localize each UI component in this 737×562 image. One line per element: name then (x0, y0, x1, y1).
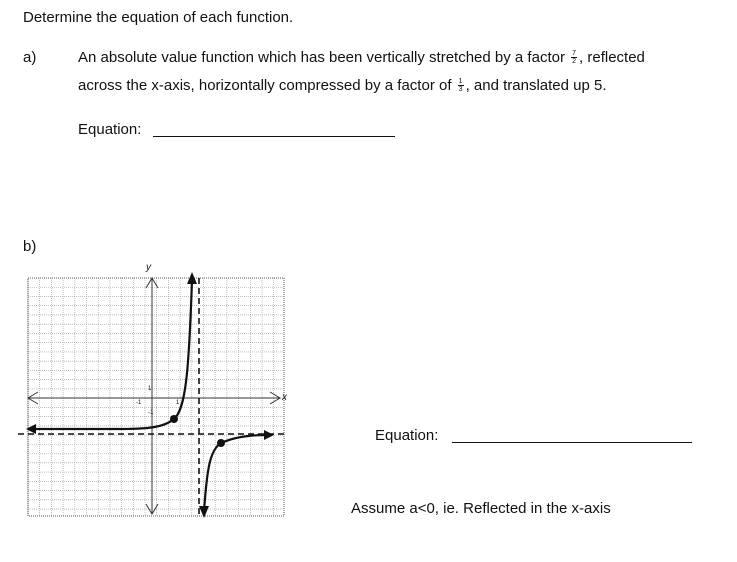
part-b-answer-line[interactable] (452, 442, 692, 443)
stretch-denominator: 2 (572, 57, 577, 65)
part-a-label: a) (23, 49, 37, 66)
part-b-note: Assume a<0, ie. Reflected in the x-axis (351, 500, 611, 517)
part-a-line-1-text: An absolute value function which has been vertically stretched by a factor (78, 49, 565, 66)
point-right-branch (217, 439, 225, 447)
tick-label-x-neg1: -1 (136, 400, 142, 406)
stretch-factor-fraction (571, 50, 577, 65)
x-axis-label: x (282, 392, 287, 403)
tick-label-y-1: 1 (148, 386, 152, 392)
compression-denominator: 3 (458, 85, 463, 93)
tick-label-y-neg1: -1 (148, 410, 154, 416)
curve-left-branch (30, 280, 192, 429)
part-a-line-2 (78, 77, 607, 94)
part-a-line-2-suffix: , and translated up 5. (465, 77, 607, 94)
curve-right-arrowhead (264, 430, 274, 440)
compression-factor-fraction (458, 78, 464, 93)
point-left-branch (170, 415, 178, 423)
y-axis-label: y (146, 262, 151, 273)
part-a-line-1 (78, 49, 645, 66)
part-b-label: b) (23, 238, 37, 255)
part-b-equation-label: Equation: (375, 427, 439, 444)
compression-numerator: 1 (458, 77, 463, 85)
part-a-line-1-suffix: , reflected (579, 49, 645, 66)
part-a-answer-line[interactable] (153, 136, 395, 137)
part-b-graph (18, 258, 298, 522)
part-a-line-2-text: across the x-axis, horizontally compressed by a factor of (78, 77, 452, 94)
curve-right-branch (204, 435, 266, 512)
heading: Determine the equation of each function. (23, 9, 294, 26)
stretch-numerator: 7 (572, 49, 577, 57)
graph-dotted-border (28, 278, 284, 516)
tick-label-x-1: 1 (176, 400, 180, 406)
part-a-equation-label: Equation: (78, 121, 142, 138)
graph-grid (28, 278, 284, 516)
